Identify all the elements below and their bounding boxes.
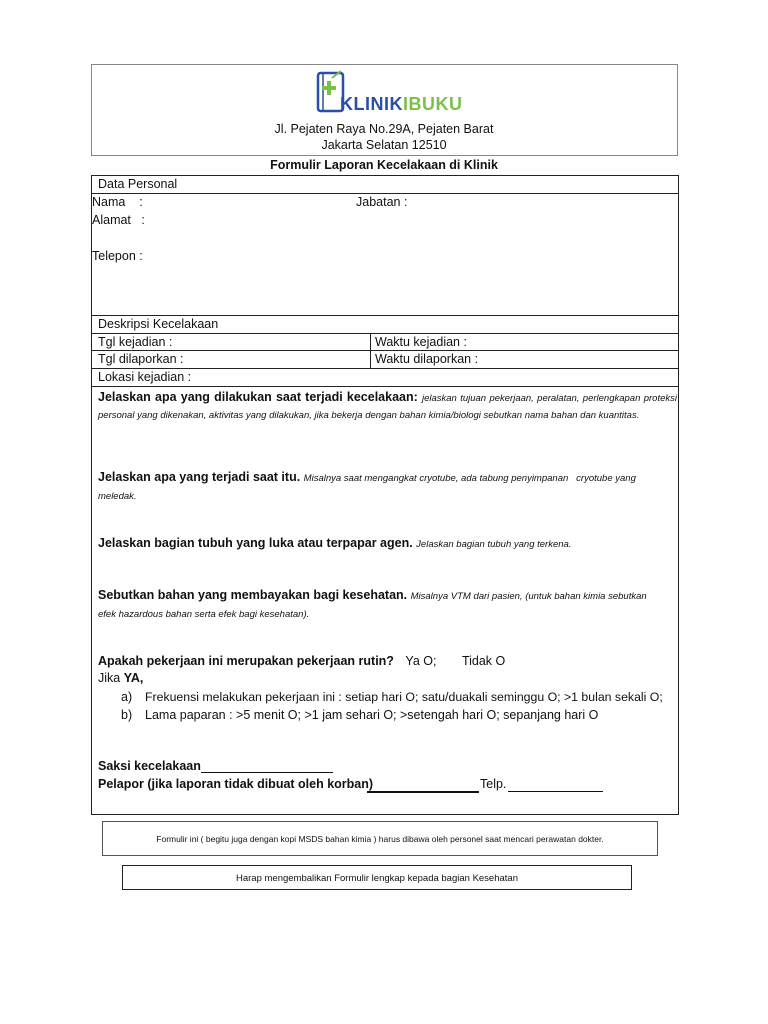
incident-time-label: Waktu kejadian : <box>375 335 467 349</box>
reporter-phone-line[interactable] <box>508 791 603 792</box>
logo-text <box>340 94 463 115</box>
question-routine <box>98 654 505 669</box>
question-routine-title: Apakah pekerjaan ini merupakan pekerjaan rutin? <box>98 654 394 668</box>
divider <box>91 368 679 369</box>
reporter-label: Pelapor (jika laporan tidak dibuat oleh korban) <box>98 777 374 791</box>
item-b-marker: b) <box>121 708 133 722</box>
clinic-logo <box>312 70 462 118</box>
divider <box>91 386 679 387</box>
question-what-happened <box>98 469 643 505</box>
notice-text: Formulir ini ( begitu juga dengan kopi MSDS bahan kimia ) harus dibawa oleh personel saat mencari perawatan dokter. <box>156 834 604 844</box>
question-hazard-title: Sebutkan bahan yang membayakan bagi kesehatan. <box>98 588 408 602</box>
reported-date-label: Tgl dilaporkan : <box>98 352 184 366</box>
divider <box>91 350 679 351</box>
question-what-happened-title: Jelaskan apa yang terjadi saat itu. <box>98 470 301 484</box>
item-a-frequency: Frekuensi melakukan pekerjaan ini : setiap hari O; satu/duakali seminggu O; >1 bulan sekali O; <box>145 690 663 704</box>
reported-time-label: Waktu dilaporkan : <box>375 352 479 366</box>
if-yes-prefix: Jika <box>98 671 124 685</box>
column-divider <box>370 333 371 368</box>
if-yes-bold: YA, <box>123 671 144 685</box>
question-what-happened-hint: Misalnya saat mengangkat cryotube, ada tabung penyimpanan cryotube yang meledak. <box>98 473 639 502</box>
question-activity-hint: jelaskan tujuan pekerjaan, peralatan, perlengkapan proteksi personal yang dikenakan, aktivitas yang dilakukan, jika bekerja dengan bahan kimia/biologi sebutkan nama bahan dan kuantitas. <box>98 393 677 421</box>
section-personal-label: Data Personal <box>98 177 178 191</box>
question-body-part-hint: Jelaskan bagian tubuh yang terkena. <box>416 539 572 550</box>
address-label: Alamat : <box>92 213 145 227</box>
reporter-phone-label: Telp. <box>480 777 507 791</box>
name-label: Nama : <box>92 195 143 209</box>
section-incident-label: Deskripsi Kecelakaan <box>98 317 219 331</box>
question-activity-title: Jelaskan apa yang dilakukan saat terjadi kecelakaan: <box>98 390 418 404</box>
item-a-marker: a) <box>121 690 133 704</box>
item-b-duration: Lama paparan : >5 menit O; >1 jam sehari O; >setengah hari O; sepanjang hari O <box>145 708 599 722</box>
if-yes-line <box>98 671 143 686</box>
incident-date-label: Tgl kejadian : <box>98 335 173 349</box>
routine-no-option[interactable]: Tidak O <box>461 654 506 668</box>
witness-line[interactable] <box>201 772 333 773</box>
logo-text-ibuku: IBUKU <box>403 94 463 114</box>
question-activity <box>98 389 677 423</box>
question-body-part <box>98 536 571 552</box>
question-body-part-title: Jelaskan bagian tubuh yang luka atau terpapar agen. <box>98 536 413 550</box>
logo-text-klinik: KLINIK <box>340 94 403 114</box>
form-title: Formulir Laporan Kecelakaan di Klinik <box>270 158 498 172</box>
return-note-text: Harap mengembalikan Formulir lengkap kepada bagian Kesehatan <box>235 873 518 884</box>
position-label: Jabatan : <box>356 195 408 209</box>
question-hazard <box>98 587 663 623</box>
address-line-1: Jl. Pejaten Raya No.29A, Pejaten Barat <box>274 122 494 136</box>
witness-label: Saksi kecelakaan <box>98 759 201 773</box>
location-label: Lokasi kejadian : <box>98 370 192 384</box>
phone-label: Telepon : <box>92 249 143 263</box>
address-line-2: Jakarta Selatan 12510 <box>321 138 447 152</box>
divider <box>91 315 679 316</box>
routine-yes-option[interactable]: Ya O; <box>405 654 437 668</box>
divider <box>91 193 679 194</box>
divider <box>91 333 679 334</box>
reporter-line[interactable] <box>367 791 479 793</box>
question-hazard-hint: Misalnya VTM dari pasien, (untuk bahan kimia sebutkan efek hazardous bahan serta efek bagi kesehatan). <box>98 591 647 620</box>
